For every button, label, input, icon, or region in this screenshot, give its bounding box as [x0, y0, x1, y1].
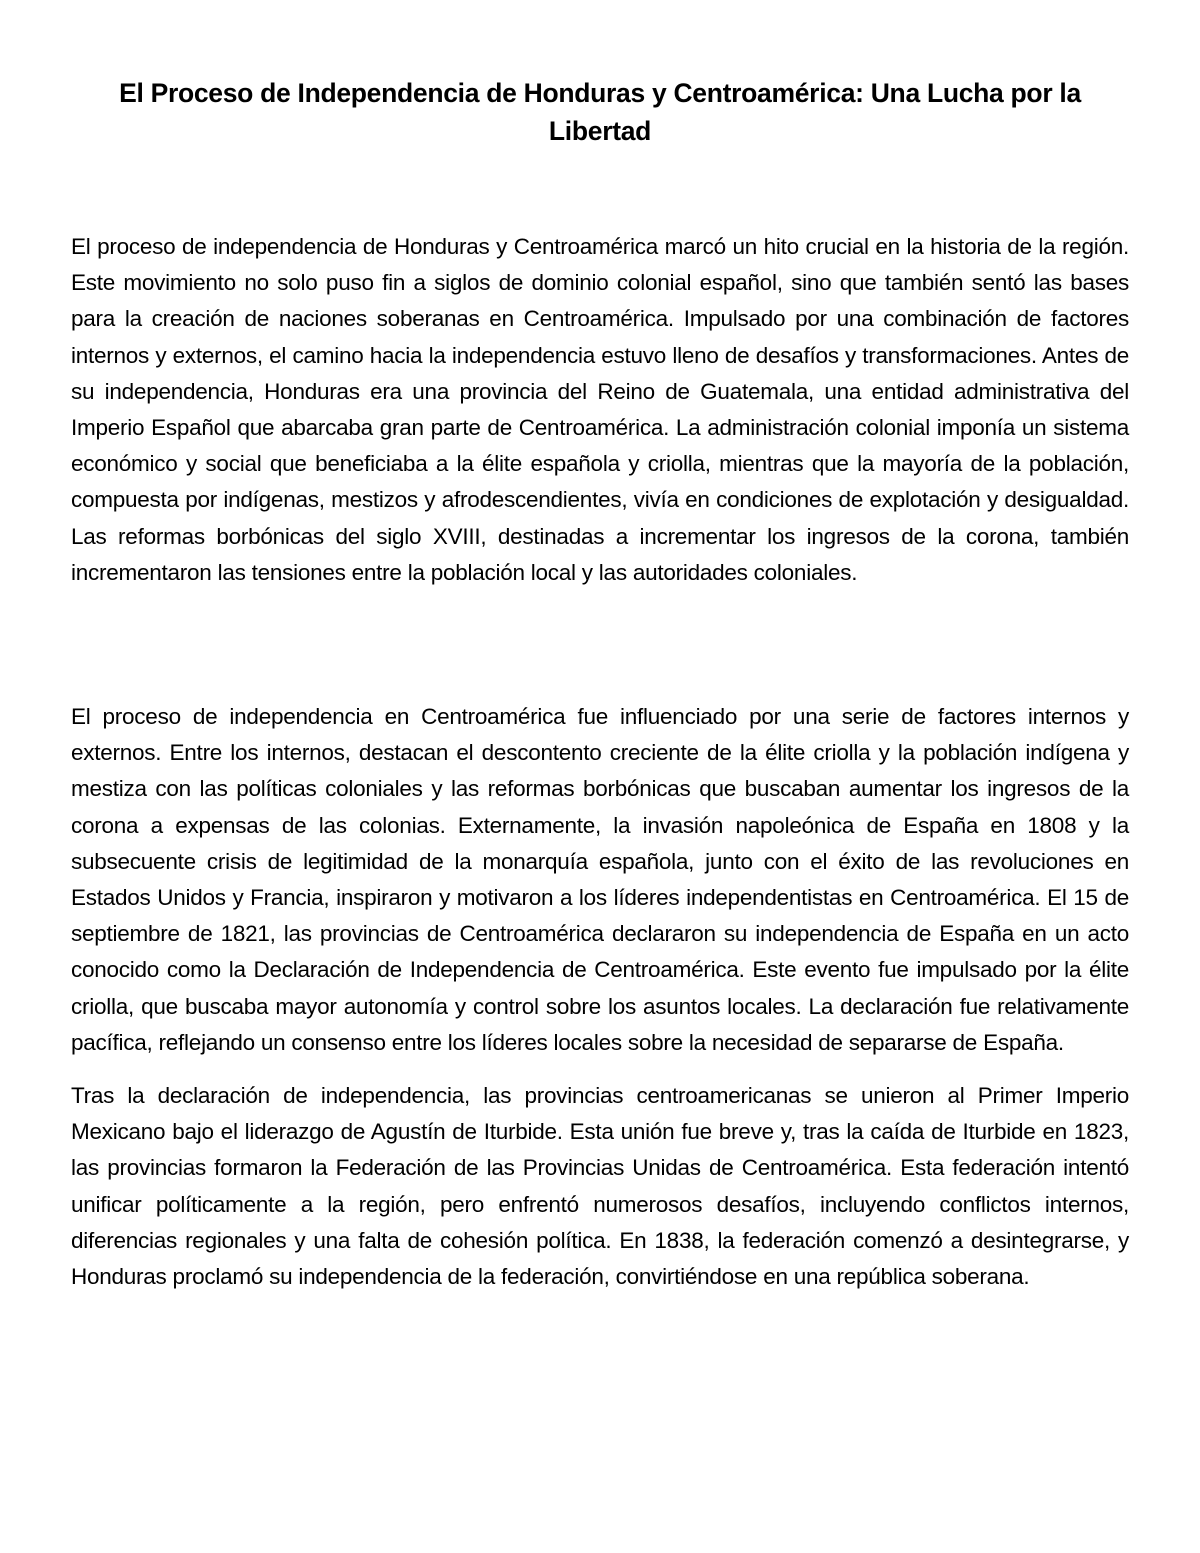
document-title: El Proceso de Independencia de Honduras y Centroamérica: Una Lucha por la Libertad	[119, 78, 1081, 146]
paragraph-federation: Tras la declaración de independencia, las provincias centroamericanas se unieron al Primer Imperio Mexicano bajo el liderazgo de Agustín de Iturbide. Esta unión fue breve y, tras la caída de Iturbide en 1823, las provincias formaron la Federación de las Provincias Unidas de Centroamérica. Esta federación intentó unificar políticamente a la región, pero enfrentó numerosos desafíos, incluyendo conflictos internos, diferencias regionales y una falta de cohesión política. En 1838, la federación comenzó a desintegrarse, y Honduras proclamó su independencia de la federación, convirtiéndose en una república soberana.	[71, 1083, 1129, 1290]
paragraph-factors: El proceso de independencia en Centroamérica fue influenciado por una serie de factores internos y externos. Entre los internos, destacan el descontento creciente de la élite criolla y la población indígena y mestiza con las políticas coloniales y las reformas borbónicas que buscaban aumentar los ingresos de la corona a expensas de las colonias. Externamente, la invasión napoleónica de España en 1808 y la subsecuente crisis de legitimidad de la monarquía española, junto con el éxito de las revoluciones en Estados Unidos y Francia, inspiraron y motivaron a los líderes independentistas en Centroamérica. El 15 de septiembre de 1821, las provincias de Centroamérica declararon su independencia de España en un acto conocido como la Declaración de Independencia de Centroamérica. Este evento fue impulsado por la élite criolla, que buscaba mayor autonomía y control sobre los asuntos locales. La declaración fue relativamente pacífica, reflejando un consenso entre los líderes locales sobre la necesidad de separarse de España.	[71, 704, 1129, 1055]
document-page	[71, 0, 1129, 1295]
paragraph-intro: El proceso de independencia de Honduras y Centroamérica marcó un hito crucial en la historia de la región. Este movimiento no solo puso fin a siglos de dominio colonial español, sino que también sentó las bases para la creación de naciones soberanas en Centroamérica. Impulsado por una combinación de factores internos y externos, el camino hacia la independencia estuvo lleno de desafíos y transformaciones. Antes de su independencia, Honduras era una provincia del Reino de Guatemala, una entidad administrativa del Imperio Español que abarcaba gran parte de Centroamérica. La administración colonial imponía un sistema económico y social que beneficiaba a la élite española y criolla, mientras que la mayoría de la población, compuesta por indígenas, mestizos y afrodescendientes, vivía en condiciones de explotación y desigualdad. Las reformas borbónicas del siglo XVIII, destinadas a incrementar los ingresos de la corona, también incrementaron las tensiones entre la población local y las autoridades coloniales.	[71, 234, 1129, 585]
